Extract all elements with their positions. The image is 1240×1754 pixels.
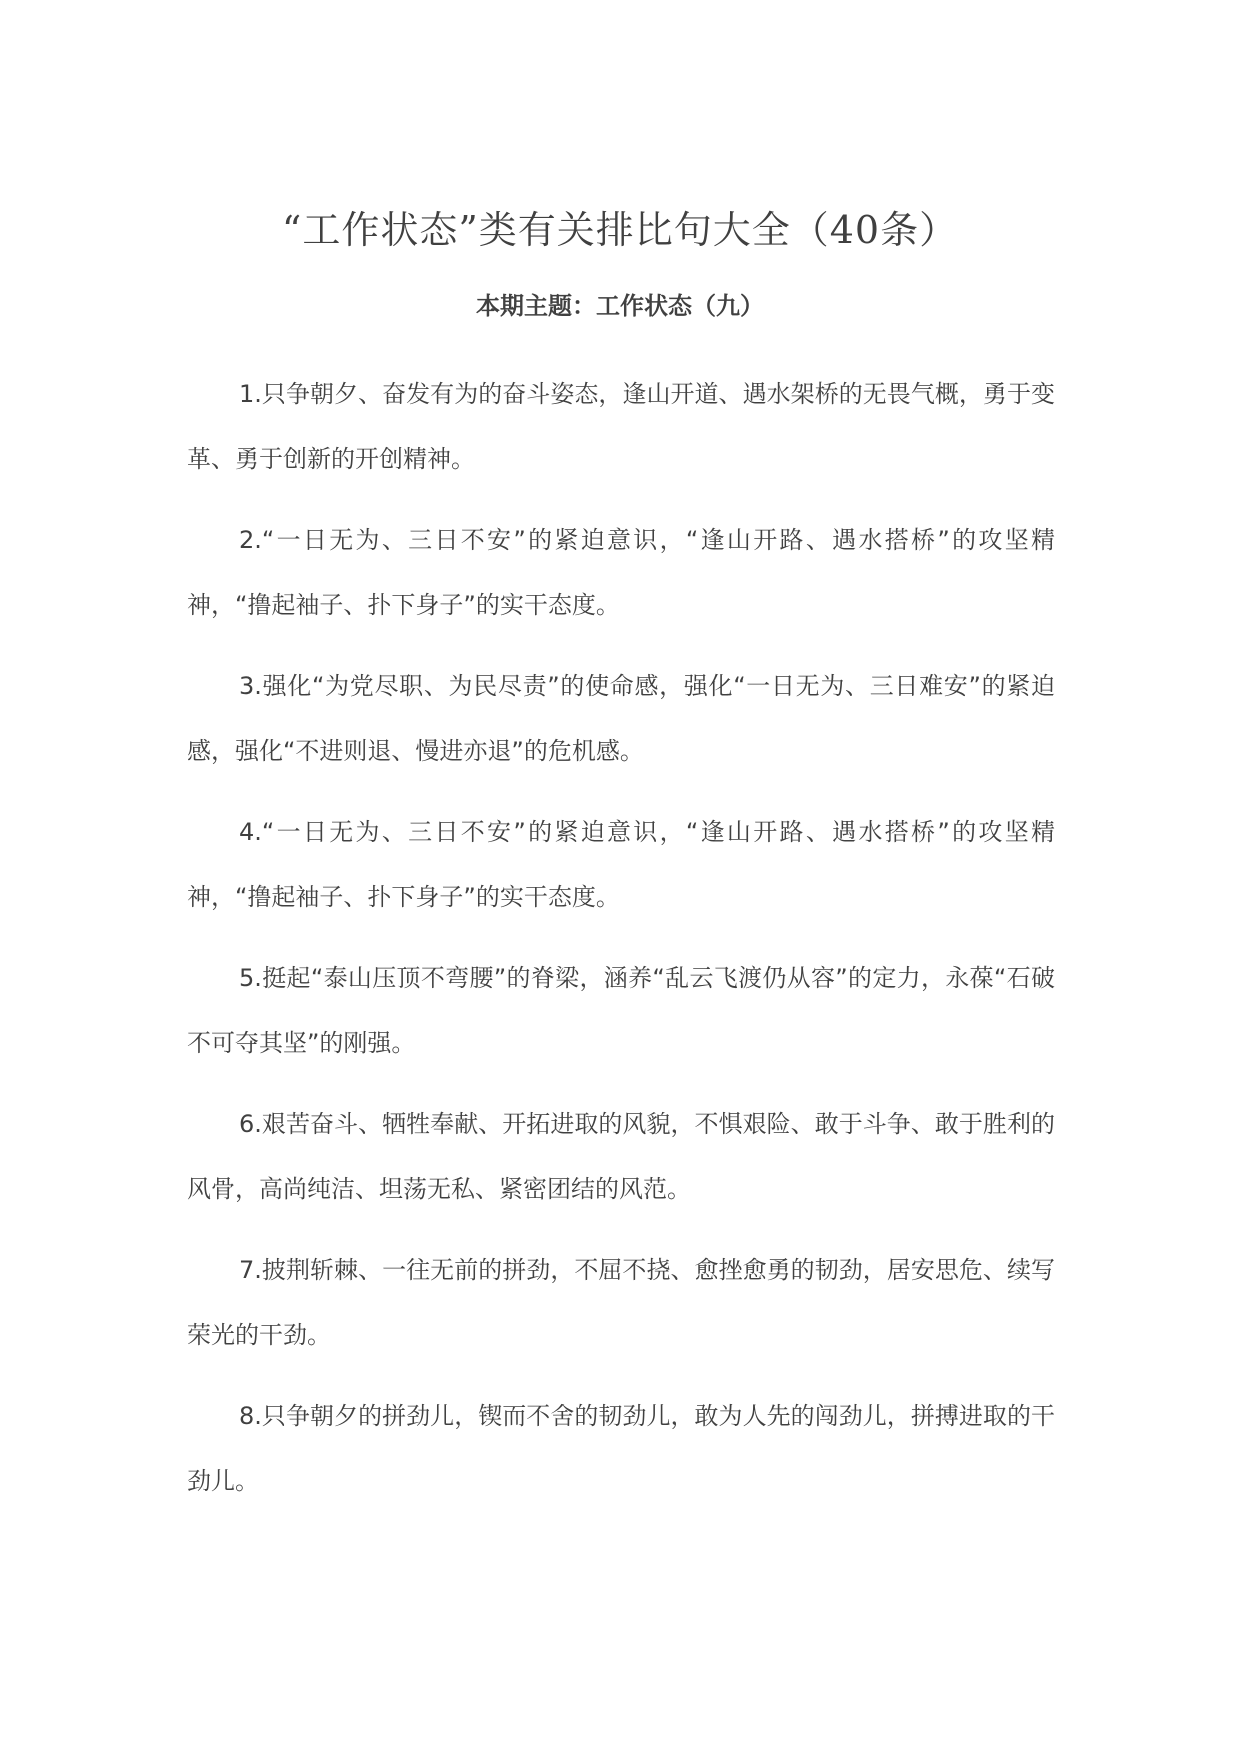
list-item: 5.挺起“泰山压顶不弯腰”的脊梁，涵养“乱云飞渡仍从容”的定力，永葆“石破不可夺其坚”的刚强。 xyxy=(187,964,1055,1057)
document-title: “工作状态”类有关排比句大全（40条） xyxy=(281,208,959,252)
list-item: 6.艰苦奋斗、牺牲奉献、开拓进取的风貌，不惧艰险、敢于斗争、敢于胜利的风骨，高尚纯洁、坦荡无私、紧密团结的风范。 xyxy=(187,1110,1055,1203)
list-item: 4.“一日无为、三日不安”的紧迫意识，“逢山开路、遇水搭桥”的攻坚精神，“撸起袖子、扑下身子”的实干态度。 xyxy=(187,818,1055,911)
list-item: 2.“一日无为、三日不安”的紧迫意识，“逢山开路、遇水搭桥”的攻坚精神，“撸起袖子、扑下身子”的实干态度。 xyxy=(187,526,1055,619)
list-item: 8.只争朝夕的拼劲儿，锲而不舍的韧劲儿，敢为人先的闯劲儿，拼搏进取的干劲儿。 xyxy=(187,1402,1055,1495)
list-item: 1.只争朝夕、奋发有为的奋斗姿态，逢山开道、遇水架桥的无畏气概，勇于变革、勇于创新的开创精神。 xyxy=(187,380,1055,473)
list-item: 3.强化“为党尽职、为民尽责”的使命感，强化“一日无为、三日难安”的紧迫感，强化“不进则退、慢进亦退”的危机感。 xyxy=(187,672,1055,765)
item-list xyxy=(187,362,1055,1530)
list-item: 7.披荆斩棘、一往无前的拼劲，不屈不挠、愈挫愈勇的韧劲，居安思危、续写荣光的干劲。 xyxy=(187,1256,1055,1349)
document-subtitle: 本期主题：工作状态（九） xyxy=(476,292,764,320)
